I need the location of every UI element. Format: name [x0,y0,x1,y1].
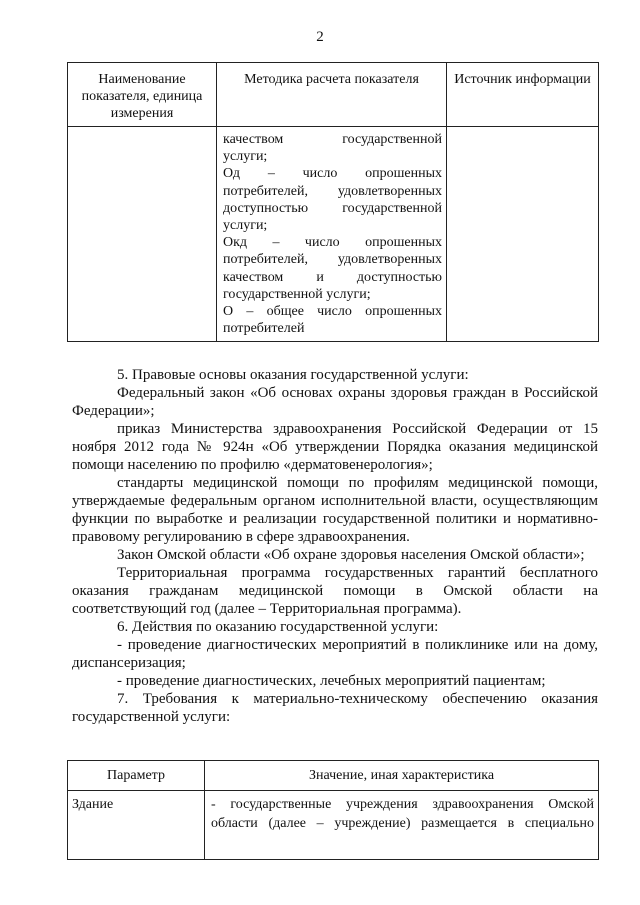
paragraph-federal-law: Федеральный закон «Об основах охраны здоровья граждан в Российской Федерации»; [72,385,598,419]
method-line: потребителей, удовлетворенных [223,183,442,199]
header-indicator-name: Наименование показателя, единица измерения [68,63,217,127]
paragraph-legal-basis-heading: 5. Правовые основы оказания государственной услуги: [117,367,469,383]
cell-value: - государственные учреждения здравоохранения Омской области (далее – учреждение) размещается в специально [205,791,599,860]
cell-parameter: Здание [68,791,205,860]
method-line: государственной услуги; [223,286,371,302]
method-line: услуги; [223,149,268,165]
requirements-table-header [68,761,599,791]
paragraph-omsk-law: Закон Омской области «Об охране здоровья населения Омской области»; [117,547,585,563]
indicator-table-header [68,63,599,127]
method-line: Од – число опрошенных [223,166,442,182]
cell-indicator-name [68,127,217,342]
paragraph-territorial-program: Территориальная программа государственных гарантий бесплатного оказания гражданам медицинской помощи в Омской области на соответствующий год (далее – Территориальная программа). [72,565,598,617]
cell-calc-method [217,127,447,342]
table-row [68,791,599,860]
header-calc-method: Методика расчета показателя [217,63,447,127]
paragraph-standards: стандарты медицинской помощи по профилям медицинской помощи, утверждаемые федеральным органом исполнительной власти, осуществляющим функции по выработке и реализации государственной политики и нормативно-правовому регулированию в сфере здравоохранения. [72,475,598,545]
method-line: потребителей [223,321,305,337]
method-line: О – общее число опрошенных [223,304,442,320]
method-line: качеством и доступностью [223,269,442,285]
paragraph-actions-heading: 6. Действия по оказанию государственной услуги: [117,619,439,635]
method-line: Окд – число опрошенных [223,235,442,251]
paragraph-diagnostics: - проведение диагностических мероприятий в поликлинике или на дому, диспансеризация; [72,637,598,671]
header-info-source: Источник информации [447,63,599,127]
page-number: 2 [316,29,324,45]
header-value: Значение, иная характеристика [205,761,599,791]
paragraph-treatment: - проведение диагностических, лечебных мероприятий пациентам; [117,673,546,689]
method-line: услуги; [223,218,268,234]
paragraph-ministry-order: приказ Министерства здравоохранения Российской Федерации от 15 ноября 2012 года № 924н «Об утверждении Порядка оказания медицинской помощи населению по профилю «дерматовенерология»; [72,421,598,473]
header-parameter: Параметр [68,761,205,791]
requirements-table [67,760,599,860]
method-line: качеством государственной [223,132,442,147]
indicator-table [67,62,599,342]
indicator-table-row [68,127,599,342]
method-line: потребителей, удовлетворенных [223,252,442,268]
paragraph-requirements-heading: 7. Требования к материально-техническому обеспечению оказания государственной услуги: [72,691,598,725]
method-line: доступностью государственной [223,200,442,216]
cell-info-source [447,127,599,342]
